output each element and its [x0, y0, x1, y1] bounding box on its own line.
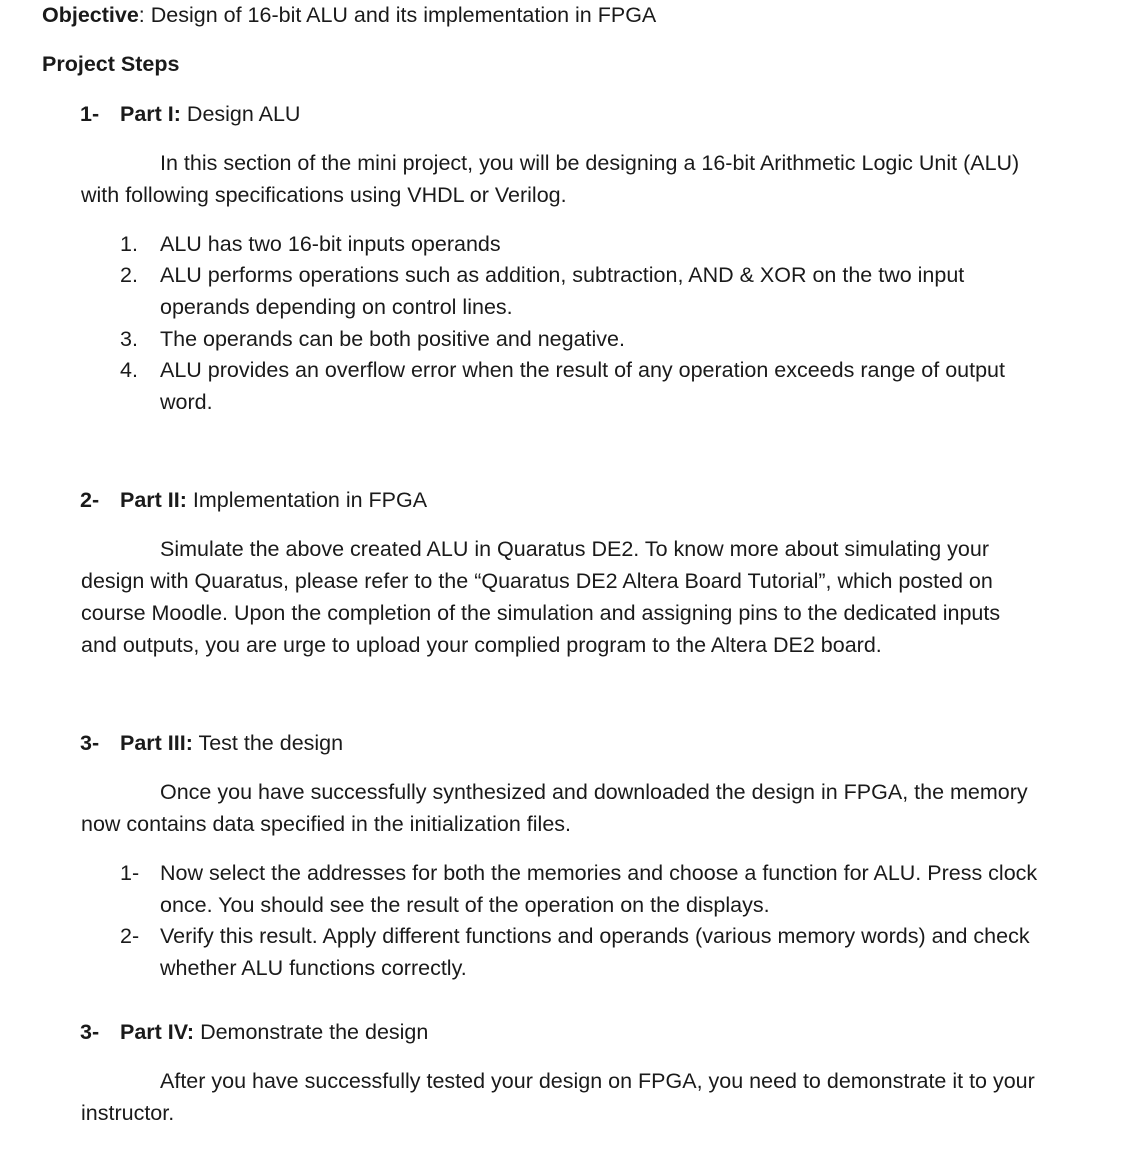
list-item: Now select the addresses for both the memories and choose a function for ALU. Press clock — [160, 861, 1038, 885]
paragraph-line: design with Quaratus, please refer to the “Quaratus DE2 Altera Board Tutorial”, which posted on — [81, 569, 993, 593]
list-marker: 1- — [120, 861, 140, 885]
part-label: Part IV: — [120, 1020, 195, 1044]
part-title: Test the design — [192, 731, 344, 755]
part-heading — [120, 1019, 428, 1045]
part-title: Design ALU — [180, 102, 301, 126]
project-steps-heading: Project Steps — [42, 52, 180, 76]
part-label: Part II: — [120, 488, 187, 512]
part-number: 3- — [80, 731, 100, 755]
list-marker: 3. — [120, 327, 138, 351]
paragraph-line: now contains data specified in the initialization files. — [81, 812, 572, 836]
list-item: The operands can be both positive and negative. — [160, 327, 625, 351]
list-item-continuation: operands depending on control lines. — [160, 295, 513, 319]
paragraph-line: After you have successfully tested your design on FPGA, you need to demonstrate it to your — [160, 1069, 1035, 1093]
part-heading — [120, 101, 300, 127]
paragraph-line: with following specifications using VHDL or Verilog. — [81, 183, 567, 207]
paragraph-line: instructor. — [81, 1101, 175, 1125]
list-marker: 2. — [120, 263, 138, 287]
paragraph-line: Once you have successfully synthesized and downloaded the design in FPGA, the memory — [160, 780, 1028, 804]
part-number: 2- — [80, 488, 100, 512]
list-marker: 4. — [120, 358, 138, 382]
list-marker: 2- — [120, 924, 140, 948]
paragraph-line: and outputs, you are urge to upload your complied program to the Altera DE2 board. — [81, 633, 882, 657]
objective-label: Objective — [42, 3, 139, 27]
list-marker: 1. — [120, 232, 138, 256]
part-number: 3- — [80, 1020, 100, 1044]
part-title: Implementation in FPGA — [186, 488, 428, 512]
paragraph-line: course Moodle. Upon the completion of the simulation and assigning pins to the dedicated inputs — [81, 601, 1001, 625]
paragraph-line: Simulate the above created ALU in Quaratus DE2. To know more about simulating your — [160, 537, 989, 561]
list-item: ALU performs operations such as addition, subtraction, AND & XOR on the two input — [160, 263, 965, 287]
part-title: Demonstrate the design — [194, 1020, 429, 1044]
list-item: ALU provides an overflow error when the result of any operation exceeds range of output — [160, 358, 1005, 382]
part-label: Part III: — [120, 731, 193, 755]
part-heading — [120, 487, 427, 513]
paragraph-line: In this section of the mini project, you will be designing a 16-bit Arithmetic Logic Unit (ALU) — [160, 151, 1020, 175]
list-item: Verify this result. Apply different functions and operands (various memory words) and check — [160, 924, 1030, 948]
part-heading — [120, 730, 343, 756]
list-item: ALU has two 16-bit inputs operands — [160, 232, 501, 256]
objective-separator: : — [138, 3, 151, 27]
part-label: Part I: — [120, 102, 181, 126]
list-item-continuation: word. — [160, 390, 213, 414]
objective-line — [42, 2, 656, 28]
list-item-continuation: whether ALU functions correctly. — [160, 956, 467, 980]
list-item-continuation: once. You should see the result of the operation on the displays. — [160, 893, 770, 917]
part-number: 1- — [80, 102, 100, 126]
objective-text: Design of 16-bit ALU and its implementation in FPGA — [150, 3, 657, 27]
